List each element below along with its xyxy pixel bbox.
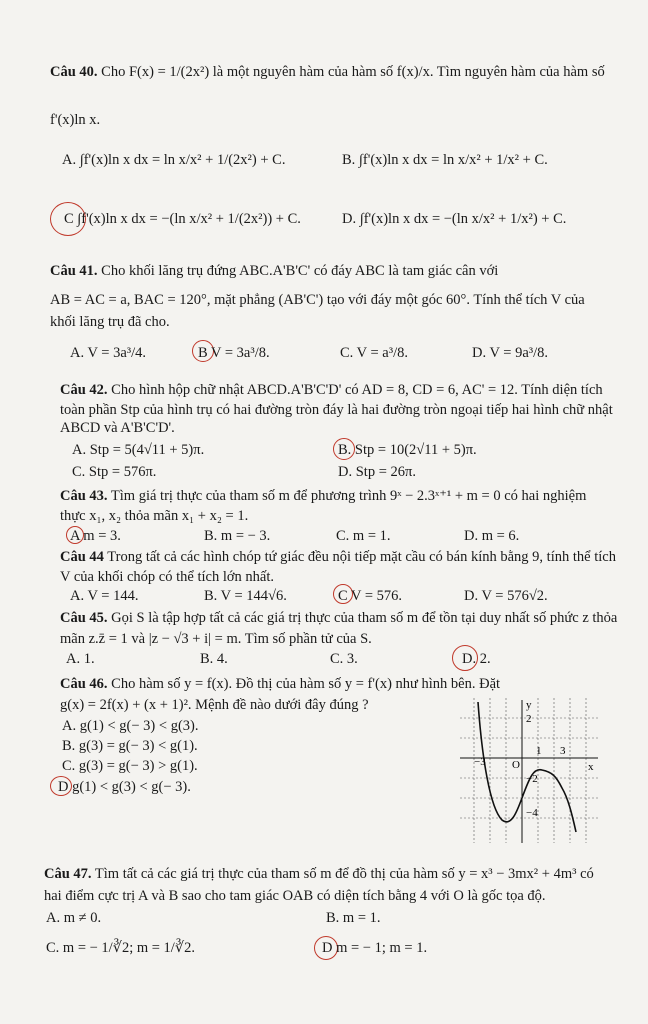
- q46-text-1: Cho hàm số y = f(x). Đồ thị của hàm số y = f'(x) như hình bên. Đặt: [111, 676, 501, 692]
- q40-text-1: Cho F(x) = 1/(2x²) là một nguyên hàm của hàm số f(x)/x. Tìm nguyên hàm của hàm số: [101, 64, 605, 80]
- q42-option-d: D. Stp = 26π.: [338, 464, 416, 480]
- graph-tick-3: 3: [560, 745, 566, 757]
- q44-option-b: B. V = 144√6.: [204, 588, 287, 604]
- q41-option-d: D. V = 9a³/8.: [472, 345, 549, 361]
- q40-label: Câu 40.: [50, 64, 98, 80]
- graph-tick-neg3: −3: [474, 756, 486, 768]
- q46-option-b: B. g(3) = g(− 3) < g(1).: [62, 738, 198, 754]
- q46-option-c: C. g(3) = g(− 3) > g(1).: [62, 758, 198, 774]
- q41-text-1: Cho khối lăng trụ đứng ABC.A'B'C' có đáy ABC là tam giác cân với: [101, 263, 499, 279]
- q44-stem-2: V của khối chóp có thể tích lớn nhất.: [60, 569, 274, 585]
- q47-option-c: C. m = − 1/∛2; m = 1/∛2.: [46, 940, 195, 956]
- q41-option-b: B V = 3a³/8.: [198, 345, 270, 361]
- q45-stem-2: mãn z.z̄ = 1 và |z − √3 + i| = m. Tìm số phần tử của S.: [60, 631, 372, 647]
- q46-option-a: A. g(1) < g(− 3) < g(3).: [62, 718, 199, 734]
- q43-option-d: D. m = 6.: [464, 528, 520, 544]
- q43-option-a: A m = 3.: [70, 528, 121, 544]
- q43-stem-2: thực x₁, x₂ thỏa mãn x₁ + x₂ = 1.: [60, 508, 249, 524]
- q45-text-1: Gọi S là tập hợp tất cả các giá trị thực của tham số m để tồn tại duy nhất số phức z thỏa: [111, 610, 618, 626]
- q41-stem-3: khối lăng trụ đã cho.: [50, 314, 170, 330]
- graph-tick-neg2: −2: [526, 773, 538, 785]
- q41-option-a: A. V = 3a³/4.: [70, 345, 147, 361]
- q41-label: Câu 41.: [50, 263, 98, 279]
- q42-stem-2: toàn phần Stp của hình trụ có hai đường tròn đáy là hai đường tròn ngoại tiếp hai hình chữ nhật: [60, 402, 613, 418]
- q44-option-c: C V = 576.: [338, 588, 403, 604]
- q43-label: Câu 43.: [60, 488, 108, 504]
- graph-origin-label: O: [512, 759, 520, 771]
- q47-option-b: B. m = 1.: [326, 910, 381, 926]
- q42-option-b: B. Stp = 10(2√11 + 5)π.: [338, 442, 477, 458]
- q45-option-a: A. 1.: [66, 651, 95, 667]
- q46-option-d: D g(1) < g(3) < g(− 3).: [58, 779, 191, 795]
- graph-x-label: x: [588, 761, 594, 773]
- graph-tick-2: 2: [526, 713, 532, 725]
- q40-stem-2: f'(x)ln x.: [50, 112, 101, 128]
- q42-option-a: A. Stp = 5(4√11 + 5)π.: [72, 442, 205, 458]
- q40-option-d: D. ∫f'(x)ln x dx = −(ln x/x² + 1/x²) + C.: [342, 211, 567, 227]
- q47-label: Câu 47.: [44, 866, 92, 882]
- q43-stem-1: [60, 488, 586, 505]
- q41-stem-2: AB = AC = a, BAC = 120°, mặt phẳng (AB'C') tạo với đáy một góc 60°. Tính thể tích V của: [50, 292, 585, 308]
- graph-tick-neg4: −4: [526, 807, 538, 819]
- q42-text-1: Cho hình hộp chữ nhật ABCD.A'B'C'D' có AD = 8, CD = 6, AC' = 12. Tính diện tích: [111, 382, 603, 398]
- q43-option-b: B. m = − 3.: [204, 528, 271, 544]
- q40-option-c: C ∫f'(x)ln x dx = −(ln x/x² + 1/(2x²)) + C.: [64, 211, 301, 227]
- q40-option-b: B. ∫f'(x)ln x dx = ln x/x² + 1/x² + C.: [342, 152, 548, 168]
- q43-option-c: C. m = 1.: [336, 528, 391, 544]
- q42-option-c: C. Stp = 576π.: [72, 464, 157, 480]
- q45-option-d: D. 2.: [462, 651, 491, 667]
- q44-text-1: Trong tất cả các hình chóp tứ giác đều nội tiếp mặt cầu có bán kính bằng 9, tính thể tích: [107, 549, 616, 565]
- q46-stem-2: g(x) = 2f(x) + (x + 1)². Mệnh đề nào dưới đây đúng ?: [60, 697, 369, 713]
- q45-option-c: C. 3.: [330, 651, 358, 667]
- q42-label: Câu 42.: [60, 382, 108, 398]
- q44-option-a: A. V = 144.: [70, 588, 139, 604]
- q40-option-a: A. ∫f'(x)ln x dx = ln x/x² + 1/(2x²) + C.: [62, 152, 286, 168]
- q47-option-d: D m = − 1; m = 1.: [322, 940, 428, 956]
- q47-text-1: Tìm tất cả các giá trị thực của tham số m để đồ thị của hàm số y = x³ − 3mx² + 4m³ có: [94, 866, 594, 882]
- q44-label: Câu 44: [60, 549, 104, 565]
- q47-stem-2: hai điểm cực trị A và B sao cho tam giác OAB có diện tích bằng 4 với O là gốc tọa độ.: [44, 888, 546, 904]
- q40-stem-1: [50, 64, 605, 81]
- derivative-graph: [460, 698, 600, 843]
- q47-option-a: A. m ≠ 0.: [46, 910, 102, 926]
- q41-stem-1: [50, 263, 498, 280]
- q45-stem-1: [60, 610, 617, 627]
- q45-option-b: B. 4.: [200, 651, 228, 667]
- q44-stem-1: [60, 549, 616, 566]
- q46-label: Câu 46.: [60, 676, 108, 692]
- graph-y-label: y: [526, 699, 532, 711]
- q42-stem-3: ABCD và A'B'C'D'.: [60, 420, 175, 436]
- q41-option-c: C. V = a³/8.: [340, 345, 408, 361]
- q42-stem-1: [60, 382, 603, 399]
- q44-option-d: D. V = 576√2.: [464, 588, 548, 604]
- q45-label: Câu 45.: [60, 610, 108, 626]
- q46-stem-1: [60, 676, 500, 693]
- graph-tick-1: 1: [536, 745, 542, 757]
- q43-text-1: Tìm giá trị thực của tham số m để phương trình 9ˣ − 2.3ˣ⁺¹ + m = 0 có hai nghiệm: [110, 488, 587, 504]
- q47-stem-1: [44, 866, 594, 883]
